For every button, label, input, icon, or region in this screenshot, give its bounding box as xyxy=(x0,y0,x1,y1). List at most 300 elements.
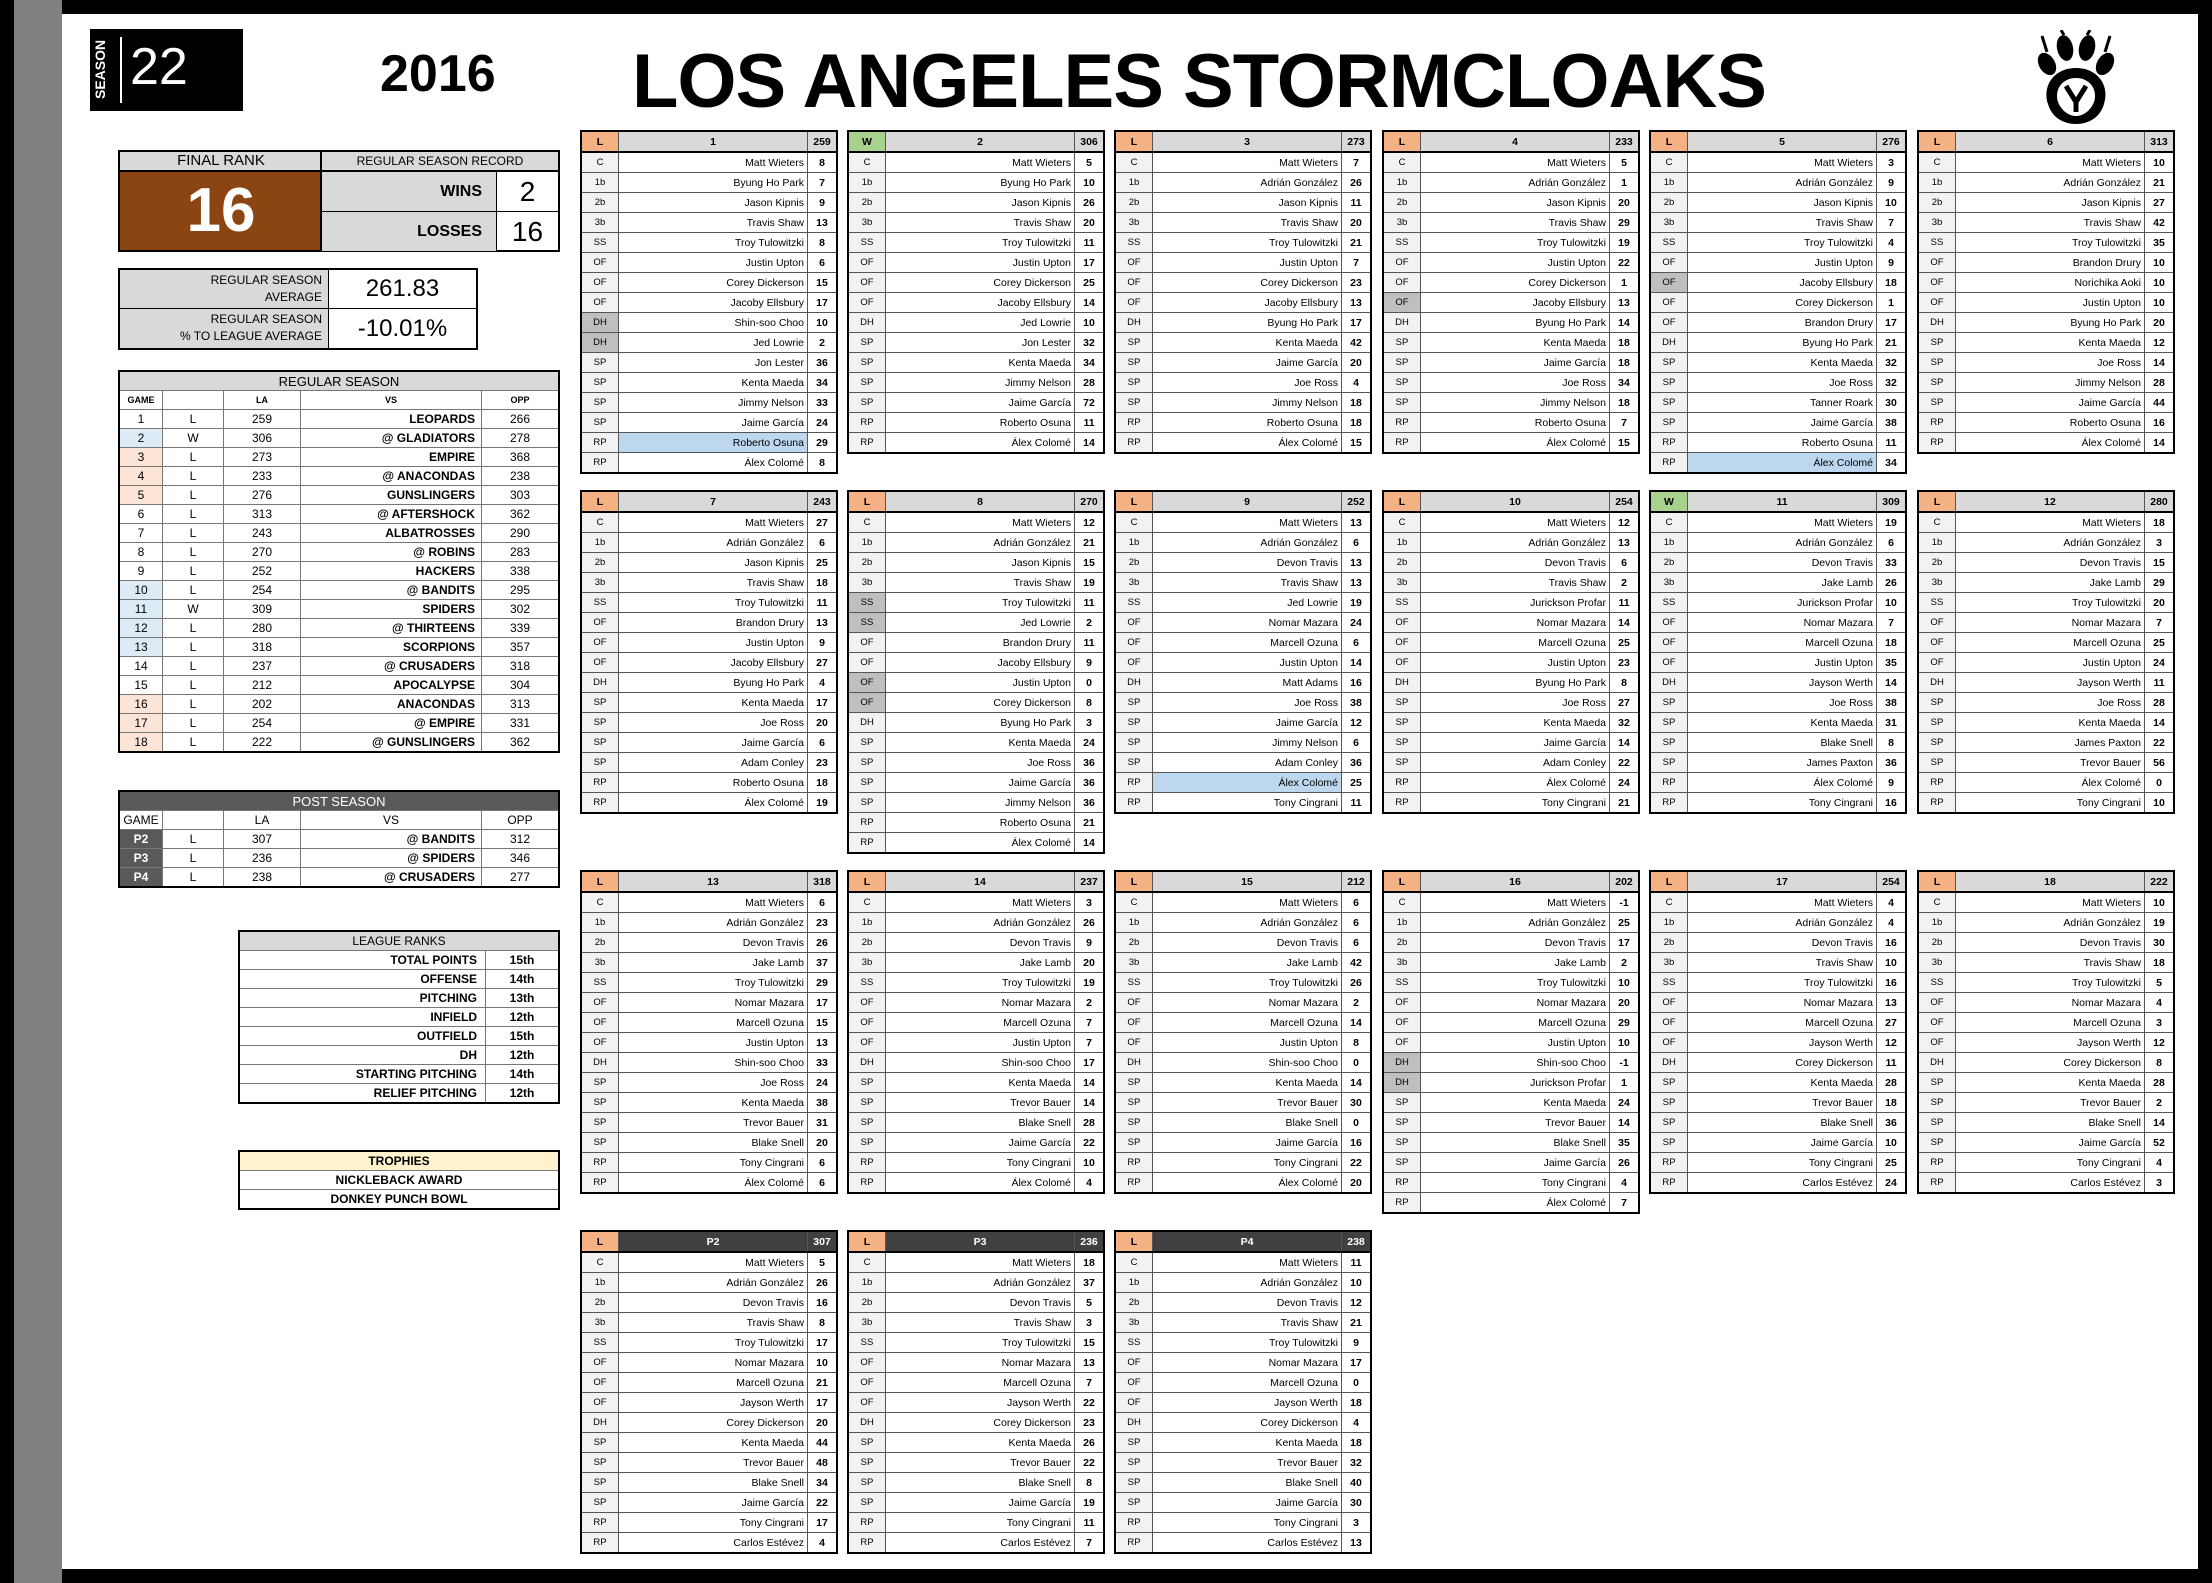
player-name: Troy Tulowitzki xyxy=(1153,973,1342,993)
lineup-row xyxy=(848,1313,1104,1333)
player-points: 34 xyxy=(808,1473,838,1493)
lineup-row xyxy=(1918,693,2174,713)
position: SS xyxy=(1383,973,1421,993)
rank-value: 14th xyxy=(486,1065,560,1084)
player-points: 8 xyxy=(1877,733,1907,753)
lineup-row xyxy=(848,433,1104,454)
lineup-row xyxy=(581,413,837,433)
player-points: 17 xyxy=(808,293,838,313)
player-points: 23 xyxy=(808,753,838,773)
lineup-row xyxy=(1650,553,1906,573)
game-table-8 xyxy=(847,490,1105,854)
player-points: 35 xyxy=(2145,233,2175,253)
player-name: Álex Colomé xyxy=(1421,773,1610,793)
player-name: Marcell Ozuna xyxy=(886,1373,1075,1393)
trophies-table xyxy=(238,1150,560,1210)
player-points: 24 xyxy=(2145,653,2175,673)
player-points: 17 xyxy=(1342,1353,1372,1373)
player-points: 18 xyxy=(1342,1393,1372,1413)
player-name: Byung Ho Park xyxy=(886,713,1075,733)
player-points: 24 xyxy=(1610,1093,1640,1113)
player-points: 11 xyxy=(1877,433,1907,453)
lineup-row xyxy=(1918,313,2174,333)
lineup-row xyxy=(581,1033,837,1053)
schedule-row xyxy=(119,733,559,753)
player-points: 18 xyxy=(1342,393,1372,413)
position: 1b xyxy=(1115,913,1153,933)
player-points: 20 xyxy=(1610,193,1640,213)
player-points: 36 xyxy=(808,353,838,373)
position: OF xyxy=(1383,613,1421,633)
player-points: 16 xyxy=(808,1293,838,1313)
lineup-row xyxy=(1115,1252,1371,1273)
opp-score: 304 xyxy=(482,676,560,695)
position: RP xyxy=(581,793,619,814)
position: RP xyxy=(581,453,619,474)
game-header xyxy=(1383,131,1639,152)
player-points: 13 xyxy=(808,213,838,233)
player-name: Adrián González xyxy=(1688,173,1877,193)
player-name: Tony Cingrani xyxy=(1153,1153,1342,1173)
lineup-row xyxy=(581,953,837,973)
player-name: Jacoby Ellsbury xyxy=(619,293,808,313)
player-name: Corey Dickerson xyxy=(886,1413,1075,1433)
lineup-row xyxy=(581,333,837,353)
player-points: 0 xyxy=(1342,1053,1372,1073)
game-total: 306 xyxy=(1075,131,1105,152)
player-points: 10 xyxy=(1075,1153,1105,1173)
player-name: Travis Shaw xyxy=(619,573,808,593)
position: C xyxy=(1115,892,1153,913)
opp-score: 338 xyxy=(482,562,560,581)
game-number: 14 xyxy=(886,871,1075,892)
player-points: 15 xyxy=(808,273,838,293)
opp-score: 362 xyxy=(482,733,560,753)
player-points: 22 xyxy=(1075,1133,1105,1153)
player-name: Adrián González xyxy=(1956,533,2145,553)
lineup-row xyxy=(1650,993,1906,1013)
position: 1b xyxy=(1115,173,1153,193)
lineup-row xyxy=(1383,373,1639,393)
player-name: Kenta Maeda xyxy=(1421,333,1610,353)
lineup-row xyxy=(1115,1293,1371,1313)
position: OF xyxy=(1115,653,1153,673)
lineup-row xyxy=(1115,553,1371,573)
position: SS xyxy=(1115,1333,1153,1353)
player-points: 19 xyxy=(2145,913,2175,933)
position: SS xyxy=(1115,973,1153,993)
position: 1b xyxy=(1383,173,1421,193)
position: SP xyxy=(1918,693,1956,713)
lineup-row xyxy=(1115,1093,1371,1113)
lineup-row xyxy=(1383,913,1639,933)
position: OF xyxy=(848,993,886,1013)
player-name: Blake Snell xyxy=(619,1133,808,1153)
position: SP xyxy=(1383,1133,1421,1153)
position: OF xyxy=(1115,253,1153,273)
lineup-row xyxy=(1918,573,2174,593)
game-table-1 xyxy=(580,130,838,474)
player-name: Jayson Werth xyxy=(886,1393,1075,1413)
player-name: Nomar Mazara xyxy=(1421,993,1610,1013)
player-points: 2 xyxy=(1075,993,1105,1013)
position: SS xyxy=(1918,593,1956,613)
player-name: Marcell Ozuna xyxy=(1956,1013,2145,1033)
player-name: Troy Tulowitzki xyxy=(886,1333,1075,1353)
lineup-row xyxy=(581,913,837,933)
player-points: 36 xyxy=(1877,1113,1907,1133)
position: SP xyxy=(848,733,886,753)
player-name: Devon Travis xyxy=(1421,553,1610,573)
player-name: Blake Snell xyxy=(886,1473,1075,1493)
lineup-row xyxy=(1650,593,1906,613)
game-total: 313 xyxy=(2145,131,2175,152)
game-table-16 xyxy=(1382,870,1640,1214)
lineup-row xyxy=(1383,313,1639,333)
position: RP xyxy=(848,433,886,454)
position: SP xyxy=(848,1453,886,1473)
position: OF xyxy=(848,1393,886,1413)
lineup-row xyxy=(1918,1013,2174,1033)
lineup-row xyxy=(1115,393,1371,413)
player-points: 48 xyxy=(808,1453,838,1473)
lineup-row xyxy=(581,773,837,793)
player-points: 18 xyxy=(1610,333,1640,353)
player-name: Jimmy Nelson xyxy=(619,393,808,413)
player-points: 32 xyxy=(1877,373,1907,393)
rank-category: INFIELD xyxy=(239,1008,486,1027)
player-points: 30 xyxy=(1342,1493,1372,1513)
player-name: Jayson Werth xyxy=(1956,1033,2145,1053)
position: SP xyxy=(848,373,886,393)
gray-margin-bar xyxy=(14,0,62,1583)
position: OF xyxy=(1918,633,1956,653)
position: SP xyxy=(1383,393,1421,413)
player-name: Travis Shaw xyxy=(1153,213,1342,233)
position: SP xyxy=(581,393,619,413)
position: 3b xyxy=(1918,573,1956,593)
position: 3b xyxy=(581,1313,619,1333)
wins-value: 2 xyxy=(519,176,536,207)
player-name: Justin Upton xyxy=(1421,253,1610,273)
game-number: 17 xyxy=(119,714,163,733)
opponent: @ AFTERSHOCK xyxy=(301,505,482,524)
player-name: Jake Lamb xyxy=(1153,953,1342,973)
lineup-row xyxy=(581,1113,837,1133)
lineup-row xyxy=(1115,733,1371,753)
player-points: 5 xyxy=(808,1252,838,1273)
lineup-row xyxy=(1918,433,2174,454)
lineup-row xyxy=(848,733,1104,753)
position: SP xyxy=(581,753,619,773)
position: SP xyxy=(1115,1473,1153,1493)
lineup-row xyxy=(848,333,1104,353)
league-ranks-table xyxy=(238,930,560,1104)
player-name: Shin-soo Choo xyxy=(886,1053,1075,1073)
player-points: 22 xyxy=(1342,1153,1372,1173)
player-points: 30 xyxy=(1877,393,1907,413)
position: OF xyxy=(1918,253,1956,273)
position: 2b xyxy=(848,553,886,573)
player-name: Marcell Ozuna xyxy=(1421,1013,1610,1033)
player-points: 13 xyxy=(1342,293,1372,313)
table-title-row xyxy=(239,931,559,951)
game-total: 318 xyxy=(808,871,838,892)
player-name: Matt Wieters xyxy=(1956,512,2145,533)
game-result: W xyxy=(848,131,886,152)
lineup-row xyxy=(1918,1113,2174,1133)
position: RP xyxy=(1115,1513,1153,1533)
position: DH xyxy=(1383,1053,1421,1073)
player-name: Nomar Mazara xyxy=(1421,613,1610,633)
game-number: 2 xyxy=(119,429,163,448)
player-points: 29 xyxy=(2145,573,2175,593)
position: RP xyxy=(1115,1153,1153,1173)
player-points: 32 xyxy=(1342,1453,1372,1473)
schedule-row xyxy=(119,638,559,657)
lineup-row xyxy=(1115,233,1371,253)
lineup-row xyxy=(1918,512,2174,533)
player-name: Travis Shaw xyxy=(619,1313,808,1333)
la-score: 280 xyxy=(224,619,301,638)
player-points: 25 xyxy=(1075,273,1105,293)
position: 1b xyxy=(848,1273,886,1293)
player-name: Adrián González xyxy=(1153,1273,1342,1293)
game-table-12 xyxy=(1917,490,2175,814)
player-points: 2 xyxy=(1075,613,1105,633)
lineup-row xyxy=(581,233,837,253)
lineup-row xyxy=(1650,653,1906,673)
player-name: Blake Snell xyxy=(1153,1473,1342,1493)
game-table-14 xyxy=(847,870,1105,1194)
lineup-row xyxy=(581,1333,837,1353)
header-row xyxy=(119,811,559,830)
lineup-row xyxy=(1650,913,1906,933)
position: OF xyxy=(1115,1013,1153,1033)
game-header xyxy=(1383,491,1639,512)
player-name: Jimmy Nelson xyxy=(1153,733,1342,753)
position: OF xyxy=(1918,273,1956,293)
player-points: 33 xyxy=(808,1053,838,1073)
game-header xyxy=(581,1231,837,1252)
player-name: Jaime García xyxy=(886,1493,1075,1513)
lineup-row xyxy=(1383,233,1639,253)
player-name: Roberto Osuna xyxy=(1421,413,1610,433)
rank-value: 12th xyxy=(486,1084,560,1104)
lineup-row xyxy=(581,1533,837,1554)
lineup-row xyxy=(1383,1013,1639,1033)
game-header xyxy=(1918,871,2174,892)
la-score: 318 xyxy=(224,638,301,657)
player-name: Tony Cingrani xyxy=(886,1513,1075,1533)
player-points: 6 xyxy=(808,892,838,913)
lineup-row xyxy=(848,573,1104,593)
player-name: Joe Ross xyxy=(1153,373,1342,393)
position: 2b xyxy=(581,933,619,953)
position: 3b xyxy=(848,1313,886,1333)
player-points: 36 xyxy=(1342,753,1372,773)
game-result: L xyxy=(848,1231,886,1252)
la-score: 276 xyxy=(224,486,301,505)
game-number: 2 xyxy=(886,131,1075,152)
position: 1b xyxy=(581,913,619,933)
player-name: Corey Dickerson xyxy=(1421,273,1610,293)
final-rank-label: FINAL RANK xyxy=(120,152,322,172)
game-table-3 xyxy=(1114,130,1372,454)
player-name: Byung Ho Park xyxy=(619,673,808,693)
game-total: 254 xyxy=(1610,491,1640,512)
position: SP xyxy=(1115,1113,1153,1133)
game-number: 12 xyxy=(119,619,163,638)
position: DH xyxy=(1115,1053,1153,1073)
result: L xyxy=(163,676,224,695)
position: 1b xyxy=(1115,533,1153,553)
game-total: 270 xyxy=(1075,491,1105,512)
position: RP xyxy=(581,1513,619,1533)
game-header xyxy=(581,871,837,892)
position: SP xyxy=(1918,373,1956,393)
position: C xyxy=(1918,892,1956,913)
game-number: 8 xyxy=(886,491,1075,512)
lineup-row xyxy=(1918,373,2174,393)
player-name: Jayson Werth xyxy=(1688,1033,1877,1053)
lineup-row xyxy=(1650,152,1906,173)
game-table-11 xyxy=(1649,490,1907,814)
rank-category: OUTFIELD xyxy=(239,1027,486,1046)
lineup-row xyxy=(1918,413,2174,433)
player-name: Adrián González xyxy=(1688,533,1877,553)
player-name: Devon Travis xyxy=(1688,553,1877,573)
player-name: Jayson Werth xyxy=(1153,1393,1342,1413)
player-points: 9 xyxy=(1342,1333,1372,1353)
player-name: Devon Travis xyxy=(1688,933,1877,953)
lineup-row xyxy=(1383,713,1639,733)
position: RP xyxy=(1115,413,1153,433)
lineup-row xyxy=(581,173,837,193)
player-name: Jed Lowrie xyxy=(1153,593,1342,613)
player-points: 6 xyxy=(1342,892,1372,913)
lineup-row xyxy=(1383,273,1639,293)
rank-category: OFFENSE xyxy=(239,970,486,989)
player-points: 35 xyxy=(1877,653,1907,673)
opp-score: 283 xyxy=(482,543,560,562)
player-points: 17 xyxy=(808,1333,838,1353)
player-points: 22 xyxy=(1610,753,1640,773)
lineup-row xyxy=(1383,693,1639,713)
lineup-row xyxy=(1918,953,2174,973)
player-points: 10 xyxy=(1610,1033,1640,1053)
position: 3b xyxy=(1115,213,1153,233)
lineup-row xyxy=(848,413,1104,433)
player-points: 7 xyxy=(1075,1373,1105,1393)
lineup-row xyxy=(848,1533,1104,1554)
position: SP xyxy=(1918,1113,1956,1133)
player-name: Justin Upton xyxy=(886,673,1075,693)
position: C xyxy=(1115,152,1153,173)
player-name: Justin Upton xyxy=(1421,1033,1610,1053)
game-total: 259 xyxy=(808,131,838,152)
position: 2b xyxy=(1383,553,1421,573)
player-name: Jake Lamb xyxy=(619,953,808,973)
lineup-row xyxy=(1918,633,2174,653)
la-score: 254 xyxy=(224,714,301,733)
game-number: 4 xyxy=(1421,131,1610,152)
player-name: Nomar Mazara xyxy=(1153,1353,1342,1373)
player-points: 13 xyxy=(1342,573,1372,593)
player-name: Justin Upton xyxy=(1688,253,1877,273)
player-points: 13 xyxy=(1342,1533,1372,1554)
position: 3b xyxy=(1650,573,1688,593)
lineup-row xyxy=(1383,1153,1639,1173)
player-points: 20 xyxy=(2145,593,2175,613)
position: SS xyxy=(848,973,886,993)
game-header xyxy=(1650,491,1906,512)
player-name: Justin Upton xyxy=(1421,653,1610,673)
lineup-row xyxy=(1650,973,1906,993)
position: SP xyxy=(848,353,886,373)
table-title-row xyxy=(239,1151,559,1171)
lineup-row xyxy=(848,1493,1104,1513)
player-points: 14 xyxy=(1075,1073,1105,1093)
player-name: Nomar Mazara xyxy=(1153,613,1342,633)
position: 2b xyxy=(1918,553,1956,573)
game-number: 12 xyxy=(1956,491,2145,512)
position: SP xyxy=(1115,1453,1153,1473)
position: RP xyxy=(1383,413,1421,433)
player-name: Kenta Maeda xyxy=(1956,333,2145,353)
lineup-row xyxy=(1383,1053,1639,1073)
lineup-row xyxy=(1650,373,1906,393)
lineup-row xyxy=(1115,953,1371,973)
player-name: Jayson Werth xyxy=(1956,673,2145,693)
player-points: 21 xyxy=(808,1373,838,1393)
player-points: 15 xyxy=(1610,433,1640,454)
lineup-row xyxy=(1918,273,2174,293)
position: OF xyxy=(581,1033,619,1053)
player-name: Jaime García xyxy=(1421,1153,1610,1173)
player-points: 10 xyxy=(1877,593,1907,613)
lineup-row xyxy=(581,313,837,333)
player-name: Marcell Ozuna xyxy=(1153,633,1342,653)
lineup-row xyxy=(1115,1273,1371,1293)
position: SP xyxy=(848,1073,886,1093)
opp-score: 339 xyxy=(482,619,560,638)
player-points: 14 xyxy=(1075,1093,1105,1113)
player-points: 9 xyxy=(1877,173,1907,193)
player-name: Roberto Osuna xyxy=(619,433,808,453)
player-name: Jacoby Ellsbury xyxy=(1153,293,1342,313)
lineup-row xyxy=(848,913,1104,933)
schedule-row xyxy=(119,429,559,448)
position: SP xyxy=(848,793,886,813)
position: SS xyxy=(581,973,619,993)
player-points: 0 xyxy=(1075,673,1105,693)
game-result: W xyxy=(1650,491,1688,512)
lineup-row xyxy=(1115,1453,1371,1473)
player-name: Brandon Drury xyxy=(886,633,1075,653)
player-points: 7 xyxy=(1877,613,1907,633)
player-points: 7 xyxy=(2145,613,2175,633)
game-total: 222 xyxy=(2145,871,2175,892)
lineup-row xyxy=(1918,713,2174,733)
season-number: 22 xyxy=(130,38,188,96)
player-points: 14 xyxy=(2145,713,2175,733)
position: 3b xyxy=(1115,1313,1153,1333)
position: C xyxy=(848,152,886,173)
player-points: 11 xyxy=(1075,633,1105,653)
player-name: Kenta Maeda xyxy=(1956,1073,2145,1093)
player-name: Joe Ross xyxy=(1421,373,1610,393)
